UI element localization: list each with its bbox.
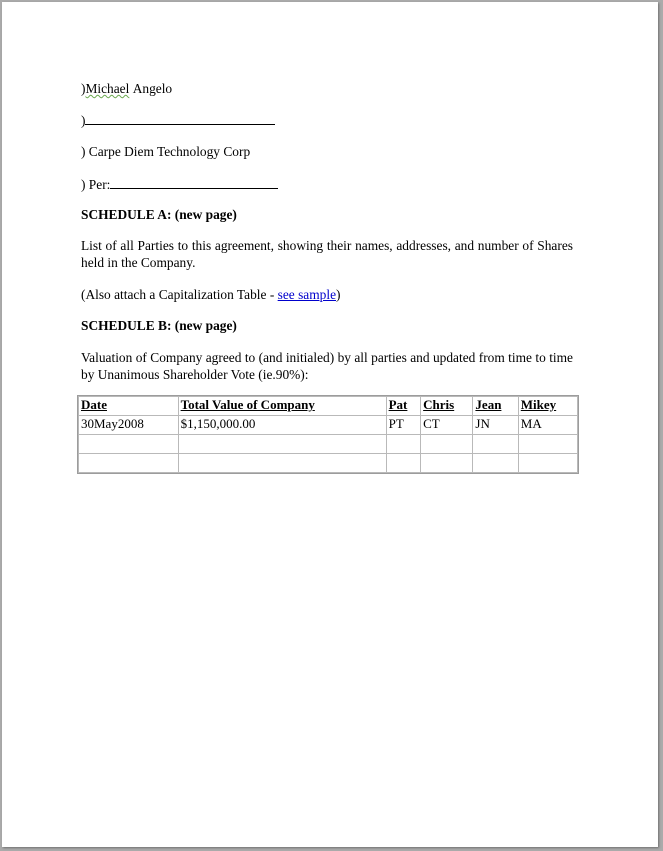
table-cell [421,454,473,473]
header-total-value: Total Value of Company [178,397,386,416]
table-cell [518,435,577,454]
schedule-a-heading: SCHEDULE A: (new page) [81,207,237,222]
document-page [2,2,658,847]
table-header-row [79,397,578,416]
signature-line-per [81,175,278,193]
signature-line-company: ) Carpe Diem Technology Corp [81,144,251,159]
header-chris: Chris [421,397,473,416]
table-cell [473,454,518,473]
table-cell [473,435,518,454]
table-cell [518,454,577,473]
see-sample-link[interactable]: see sample [277,287,337,302]
table-cell: PT [386,416,421,435]
schedule-b-heading: SCHEDULE B: (new page) [81,318,237,333]
per-blank [110,175,278,189]
table-cell: CT [421,416,473,435]
table-cell: MA [518,416,577,435]
header-mikey: Mikey [518,397,577,416]
table-cell [178,435,386,454]
table-row [79,435,578,454]
header-jean: Jean [473,397,518,416]
schedule-a-paragraph: List of all Parties to this agreement, showing their names, addresses, and number of Shares held in the Company. [81,238,573,270]
header-pat: Pat [386,397,421,416]
capitalization-note-prefix: (Also attach a Capitalization Table - [81,287,278,302]
table-cell: 30May2008 [79,416,179,435]
signature-prefix: ) [81,81,86,96]
capitalization-note-suffix: ) [336,287,341,302]
per-label: ) Per: [81,177,111,192]
table-cell [79,454,179,473]
header-date: Date [79,397,179,416]
valuation-table [78,396,578,473]
table-cell [421,435,473,454]
capitalization-note [81,286,340,303]
signature-line-name [81,80,172,97]
signature-blank [85,111,275,125]
signature-line-blank [81,111,275,129]
table-cell [79,435,179,454]
table-cell: $1,150,000.00 [178,416,386,435]
schedule-b-paragraph: Valuation of Company agreed to (and initialed) by all parties and updated from time to time by Unanimous Shareholder Vote (ie.90%): [81,350,573,382]
table-cell: JN [473,416,518,435]
table-row [79,416,578,435]
signature-prefix: ) [81,113,86,128]
signer-last-name: Angelo [132,81,173,96]
table-row [79,454,578,473]
table-cell [386,435,421,454]
signer-first-name: Michael [85,81,130,96]
table-cell [178,454,386,473]
table-cell [386,454,421,473]
